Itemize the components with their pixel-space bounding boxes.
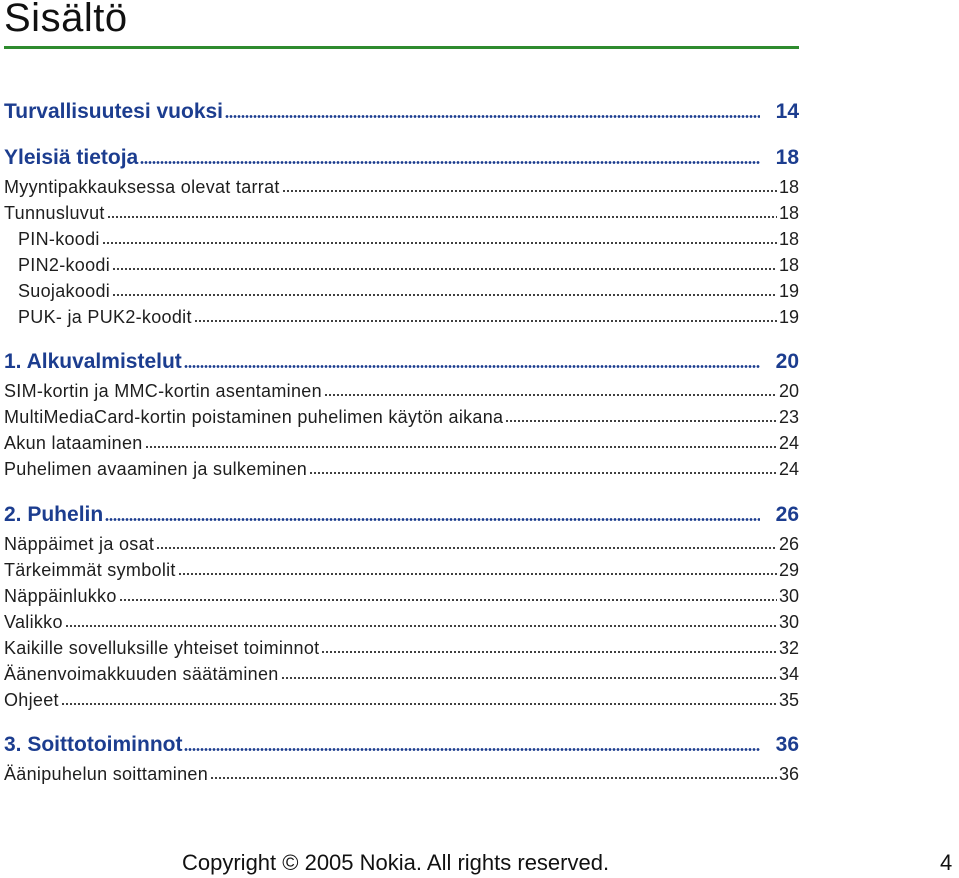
toc-page-number: 36 <box>778 764 799 784</box>
toc-entry-row <box>4 224 799 250</box>
toc-entry-row <box>4 659 799 685</box>
dot-leader <box>505 419 777 423</box>
dot-leader <box>178 572 777 576</box>
dot-leader <box>184 747 759 752</box>
toc-page-number: 34 <box>778 664 799 684</box>
toc-page-number: 26 <box>775 503 799 526</box>
toc-entry-label: Tunnusluvut <box>4 203 105 223</box>
toc-entry-row <box>4 172 799 198</box>
toc-entry-label: Myyntipakkauksessa olevat tarrat <box>4 177 280 197</box>
toc-entry-label: Turvallisuutesi vuoksi <box>4 100 224 123</box>
toc-entry-label: Äänipuhelun soittaminen <box>4 764 209 784</box>
toc-section-row <box>4 348 799 374</box>
toc-entry-label: Kaikille sovelluksille yhteiset toiminnot <box>4 638 320 658</box>
toc-entry-row <box>4 685 799 711</box>
toc-page-number: 19 <box>778 281 799 301</box>
toc-entry-label: PUK- ja PUK2-koodit <box>18 307 192 327</box>
copyright-footer: Copyright © 2005 Nokia. All rights reserved. <box>182 850 610 875</box>
toc-page-number: 32 <box>778 638 799 658</box>
toc-page-number: 20 <box>778 381 799 401</box>
toc-entry-row <box>4 454 799 480</box>
toc-page-number: 24 <box>778 459 799 479</box>
dot-leader <box>105 517 759 522</box>
toc-entry-row <box>4 302 799 328</box>
page-number: 4 <box>940 850 953 875</box>
page-title: Sisältö <box>4 0 128 40</box>
toc-entry-row <box>4 250 799 276</box>
toc-entry-label: 2. Puhelin <box>4 503 104 526</box>
toc-section-row <box>4 98 799 124</box>
toc-page-number: 29 <box>778 560 799 580</box>
dot-leader <box>309 471 777 475</box>
toc-entry-label: Puhelimen avaaminen ja sulkeminen <box>4 459 308 479</box>
dot-leader <box>194 319 777 323</box>
title-rule <box>4 46 799 49</box>
toc-entry-label: Suojakoodi <box>18 281 111 301</box>
toc-entry-row <box>4 759 799 785</box>
toc-page-number: 18 <box>778 203 799 223</box>
toc-page-number: 23 <box>778 407 799 427</box>
toc-page-number: 18 <box>778 229 799 249</box>
toc-page-number: 18 <box>778 255 799 275</box>
dot-leader <box>184 364 760 369</box>
toc-entry-label: PIN-koodi <box>18 229 100 249</box>
dot-leader <box>282 189 777 193</box>
toc-page-number: 14 <box>775 100 799 123</box>
dot-leader <box>112 267 777 271</box>
toc-page-number: 18 <box>778 177 799 197</box>
dot-leader <box>145 445 777 449</box>
toc-entry-row <box>4 402 799 428</box>
dot-leader <box>107 215 777 219</box>
toc-entry-row <box>4 428 799 454</box>
toc-entry-row <box>4 529 799 555</box>
dot-leader <box>324 393 777 397</box>
toc-entry-label: 1. Alkuvalmistelut <box>4 350 182 373</box>
dot-leader <box>61 702 777 706</box>
dot-leader <box>281 676 777 680</box>
dot-leader <box>210 776 777 780</box>
toc-entry-row <box>4 633 799 659</box>
toc-page-number: 26 <box>778 534 799 554</box>
toc-entry-label: 3. Soittotoiminnot <box>4 733 183 756</box>
dot-leader <box>321 650 777 654</box>
toc-page-number: 24 <box>778 433 799 453</box>
toc-entry-label: Näppäimet ja osat <box>4 534 155 554</box>
dot-leader <box>112 293 777 297</box>
toc-page-number: 30 <box>778 586 799 606</box>
toc-entry-label: SIM-kortin ja MMC-kortin asentaminen <box>4 381 322 401</box>
toc-entry-label: Valikko <box>4 612 63 632</box>
toc-section-row <box>4 731 799 757</box>
toc-entry-row <box>4 555 799 581</box>
toc-page-number: 19 <box>778 307 799 327</box>
dot-leader <box>102 241 777 245</box>
dot-leader <box>225 114 760 119</box>
toc-page-number: 18 <box>775 146 799 169</box>
toc-entry-label: Äänenvoimakkuuden säätäminen <box>4 664 279 684</box>
toc-entry-label: Ohjeet <box>4 690 59 710</box>
toc-entry-label: Näppäinlukko <box>4 586 117 606</box>
toc-entry-label: PIN2-koodi <box>18 255 111 275</box>
toc-page-number: 35 <box>778 690 799 710</box>
toc-section-row <box>4 144 799 170</box>
dot-leader <box>119 598 777 602</box>
toc-entry-row <box>4 198 799 224</box>
toc-page-number: 30 <box>778 612 799 632</box>
dot-leader <box>65 624 777 628</box>
dot-leader <box>156 546 777 550</box>
toc-entry-label: MultiMediaCard-kortin poistaminen puhelimen käytön aikana <box>4 407 504 427</box>
toc-page-number: 20 <box>775 350 799 373</box>
toc-entry-row <box>4 607 799 633</box>
toc-entry-row <box>4 581 799 607</box>
toc-section-row <box>4 501 799 527</box>
toc-entry-label: Yleisiä tietoja <box>4 146 139 169</box>
toc-entry-row <box>4 376 799 402</box>
toc-entry-label: Akun lataaminen <box>4 433 143 453</box>
toc-entry-row <box>4 276 799 302</box>
dot-leader <box>140 160 759 165</box>
toc-entry-label: Tärkeimmät symbolit <box>4 560 176 580</box>
toc-page-number: 36 <box>775 733 799 756</box>
